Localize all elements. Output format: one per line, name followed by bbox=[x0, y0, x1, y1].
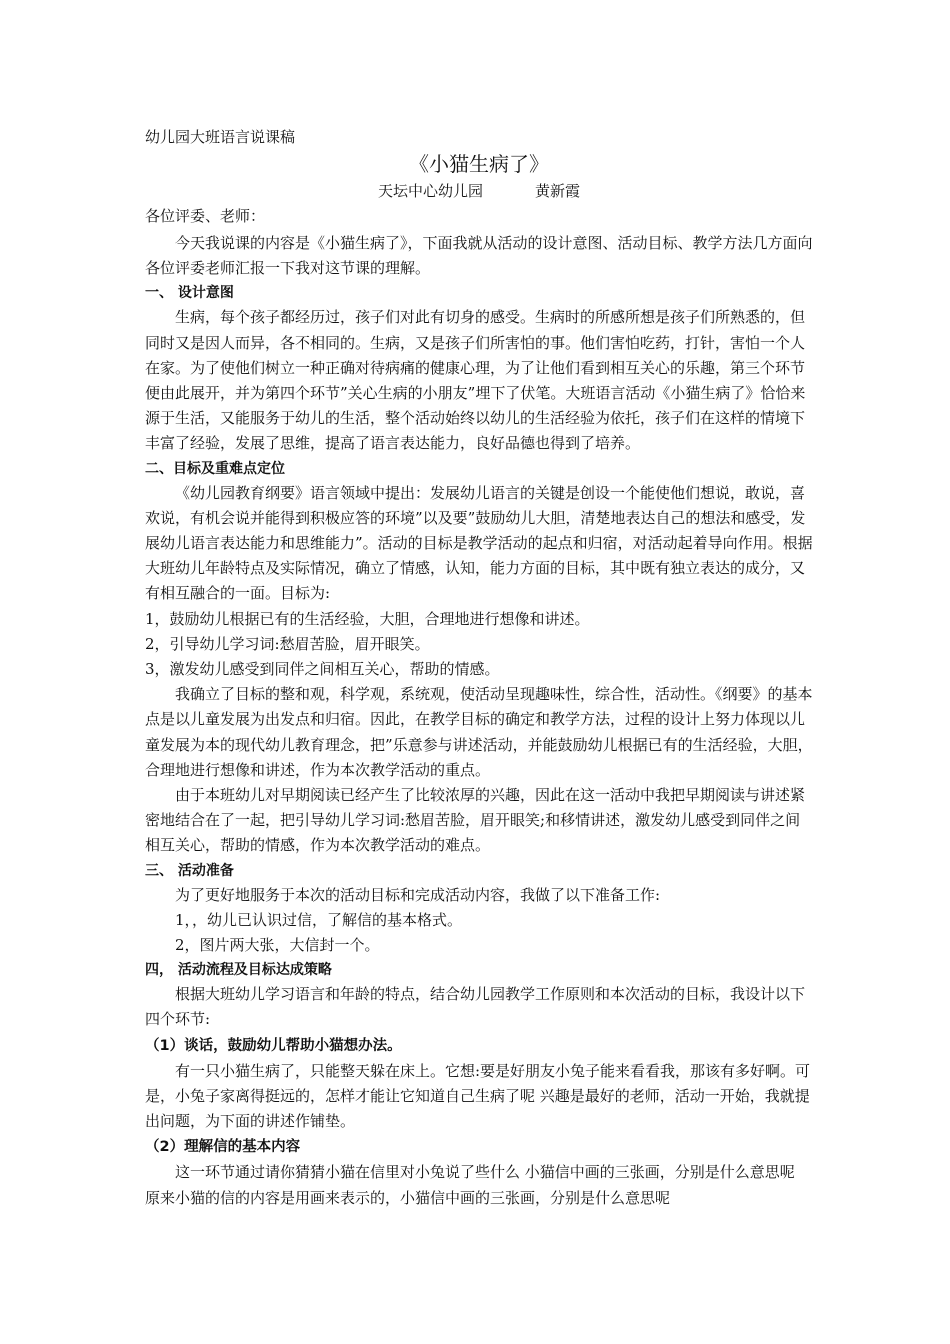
doc-title: 《小猫生病了》 bbox=[409, 152, 549, 176]
prep-item: 2，图片两大张，大信封一个。 bbox=[175, 936, 380, 955]
section-3-body: 为了更好地服务于本次的活动目标和完成活动内容，我做了以下准备工作: bbox=[175, 885, 661, 904]
document-body bbox=[145, 126, 813, 1211]
step-1-heading: （1）谈话，鼓励幼儿帮助小猫想办法。 bbox=[145, 1037, 402, 1054]
section-2-body: 《幼儿园教育纲要》语言领域中提出：发展幼儿语言的关键是创设一个能使他们想说，敢说，喜欢说，有机会说并能得到积极应答的环境”以及要”鼓励幼儿大胆，清楚地表达自己的想法和感受，发展幼儿语言表达能力和思维能力”。活动的目标是教学活动的起点和归宿，对活动起着导向作用。根据大班幼儿年龄特点及实际情况，确立了情感，认知，能力方面的目标，其中既有独立表达的成分，又有相互融合的一面。目标为: bbox=[145, 483, 813, 603]
prep-item: 1，，幼儿已认识过信，了解信的基本格式。 bbox=[175, 910, 463, 929]
byline bbox=[145, 179, 813, 203]
step-1-body: 有一只小猫生病了，只能整天躲在床上。它想:要是好朋友小兔子能来看看我，那该有多好啊。可是，小兔子家离得挺远的，怎样才能让它知道自己生病了呢 兴趣是最好的老师，活动一开始，我就提出问题，为下面的讲述作铺垫。 bbox=[145, 1061, 811, 1131]
section-4-heading: 四， 活动流程及目标达成策略 bbox=[145, 962, 332, 979]
section-3-heading: 三、 活动准备 bbox=[145, 862, 234, 879]
goal-item: 1，鼓励幼儿根据已有的生活经验，大胆，合理地进行想像和讲述。 bbox=[145, 609, 590, 628]
goal-item: 2，引导幼儿学习词:愁眉苦脸，眉开眼笑。 bbox=[145, 634, 430, 653]
goal-item: 3，激发幼儿感受到同伴之间相互关心，帮助的情感。 bbox=[145, 660, 500, 679]
author-name: 黄新霞 bbox=[535, 182, 581, 200]
difficult-point-paragraph: 由于本班幼儿对早期阅读已经产生了比较浓厚的兴趣，因此在这一活动中我把早期阅读与讲述紧密地结合在了一起，把引导幼儿学习词:愁眉苦脸，眉开眼笑;和移情讲述，激发幼儿感受到同伴之间相互关心，帮助的情感，作为本次教学活动的难点。 bbox=[145, 786, 806, 855]
greeting: 各位评委、老师： bbox=[145, 207, 266, 225]
section-1-body: 生病，每个孩子都经历过，孩子们对此有切身的感受。生病时的所感所想是孩子们所熟悉的，但同时又是因人而异，各不相同的。生病，又是孩子们所害怕的事。他们害怕吃药，打针，害怕一个人在家。为了使他们树立一种正确对待病痛的健康心理，为了让他们看到相互关心的乐趣，第三个环节便由此展开，并为第四个环节”关心生病的小朋友”埋下了伏笔。大班语言活动《小猫生病了》恰恰来源于生活，又能服务于幼儿的生活，整个活动始终以幼儿的生活经验为依托，孩子们在这样的情境下丰富了经验，发展了思维，提高了语言表达能力，良好品德也得到了培养。 bbox=[145, 308, 806, 453]
section-4-body: 根据大班幼儿学习语言和年龄的特点，结合幼儿园教学工作原则和本次活动的目标，我设计以下四个环节: bbox=[145, 985, 806, 1029]
step-2-body: 这一环节通过请你猜猜小猫在信里对小兔说了些什么 小猫信中画的三张画，分别是什么意思呢 原来小猫的信的内容是用画来表示的，小猫信中画的三张画，分别是什么意思呢 bbox=[145, 1163, 795, 1207]
section-2-heading: 二、目标及重难点定位 bbox=[145, 460, 285, 477]
step-2-heading: （2）理解信的基本内容 bbox=[145, 1139, 301, 1156]
school-name: 天坛中心幼儿园 bbox=[377, 182, 483, 200]
key-point-paragraph: 我确立了目标的整和观，科学观，系统观，使活动呈现趣味性，综合性，活动性。《纲要》的基本点是以儿童发展为出发点和归宿。因此，在教学目标的确定和教学方法，过程的设计上努力体现以儿童发展为本的现代幼儿教育理念，把”乐意参与讲述活动，并能鼓励幼儿根据已有的生活经验，大胆，合理地进行想像和讲述，作为本次教学活动的重点。 bbox=[145, 685, 813, 779]
section-1-heading: 一、 设计意图 bbox=[145, 285, 234, 302]
intro-paragraph: 今天我说课的内容是《小猫生病了》，下面我就从活动的设计意图、活动目标、教学方法几方面向各位评委老师汇报一下我对这节课的理解。 bbox=[145, 234, 813, 278]
doc-label: 幼儿园大班语言说课稿 bbox=[145, 128, 296, 146]
